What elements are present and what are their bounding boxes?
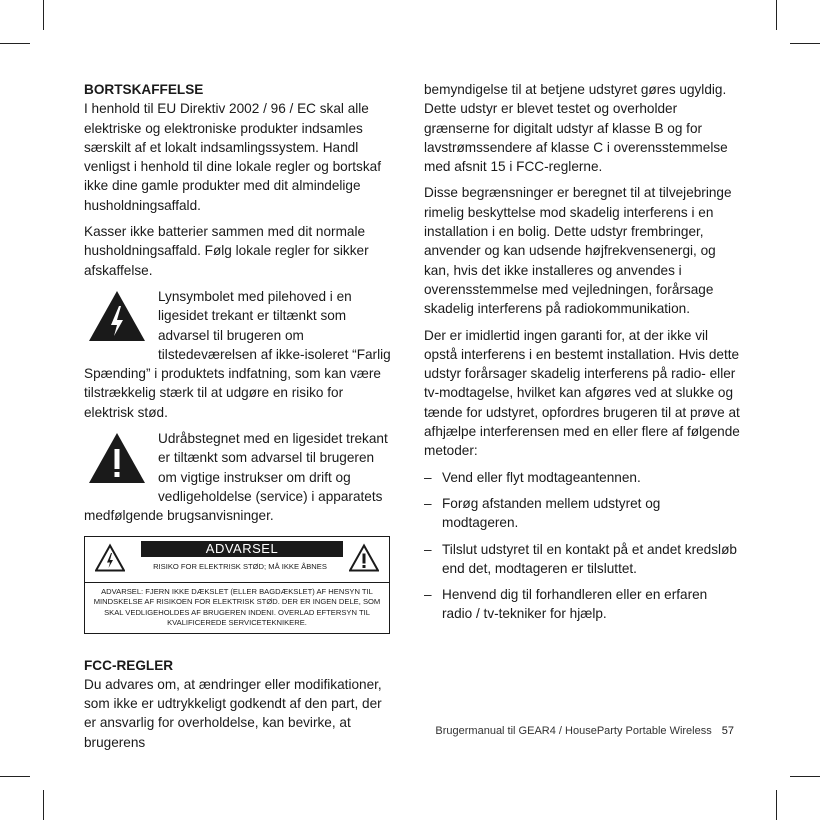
lightning-triangle-icon (95, 543, 125, 578)
crop-mark (776, 0, 777, 30)
lightning-text: Lynsymbolet med pilehoved i en ligesidet trekant er tiltænkt som advarsel til brugeren om tilstedeværelsen af ikke-isoleret “Farlig Spænding” i produktets indfatning, som kan være tilstrækkelig stærk til at udgøre en risiko for elektrisk stød. (84, 288, 391, 420)
left-column (84, 80, 396, 759)
exclamation-warning (84, 429, 396, 525)
lightning-warning (84, 287, 396, 422)
crop-mark (776, 790, 777, 820)
bullet-dash: – (424, 587, 432, 603)
crop-mark (43, 0, 44, 30)
list-item: – Vend eller flyt modtageantennen. (424, 468, 740, 487)
warning-label-header (85, 537, 389, 583)
warning-label (84, 536, 390, 634)
disposal-heading: BORTSKAFFELSE (84, 82, 204, 97)
bullet-dash: – (424, 469, 432, 485)
crop-mark (790, 43, 820, 44)
exclamation-text: Udråbstegnet med en ligesidet trekant er tiltænkt som advarsel til brugeren om vigtige instrukser om drift og vedligeholdelse (service) i apparatets medfølgende brugsanvisninger. (84, 431, 388, 524)
right-column (424, 80, 740, 631)
exclamation-triangle-icon (84, 429, 150, 487)
crop-mark (0, 43, 30, 44)
page-footer (435, 724, 734, 738)
fcc-paragraph-3: Der er imidlertid ingen garanti for, at der ikke vil opstå interferens i en bestemt installation. Hvis dette udstyr forårsager skadelig interferens på radio- eller tv-modtagelse, hvilket kan afgøres ved at slukke og tænde for udstyret, opfordres brugeren til at prøve at afhjælpe interferensen med en eller flere af følgende metoder: (424, 327, 740, 459)
list-item: – Henvend dig til forhandleren eller en erfaren radio / tv-tekniker for hjælp. (424, 587, 708, 622)
bullet-dash: – (424, 495, 432, 511)
page-number: 57 (721, 725, 734, 737)
list-item: – Tilslut udstyret til en kontakt på et andet kredsløb end det, modtageren er tilsluttet. (424, 541, 737, 576)
warning-label-subtitle: RISIKO FOR ELEKTRISK STØD; MÅ IKKE ÅBNES (153, 561, 327, 571)
warning-label-title: ADVARSEL (141, 541, 343, 557)
list-item: – Forøg afstanden mellem udstyret og modtageren. (424, 495, 661, 531)
fcc-paragraph-2: Disse begrænsninger er beregnet til at tilvejebringe rimelig beskyttelse mod skadelig interferens i en installation i en bolig. Dette udstyr frembringer, anvender og kan udsende højfrekvensenergi, og kan, hvis det ikke installeres og anvendes i overensstemmelse med vejledningen, forårsage skadelig interferens på radiokommunikation. (424, 185, 732, 317)
bullet-dash: – (424, 541, 432, 557)
exclamation-triangle-icon (349, 543, 379, 578)
fcc-section (84, 656, 396, 752)
crop-mark (0, 776, 30, 777)
fcc-text: Du advares om, at ændringer eller modifikationer, som ikke er udtrykkeligt godkendt af den part, der er ansvarlig for overholdelse, kan bevirke, at brugerens (84, 676, 382, 750)
footer-text: Brugermanual til GEAR4 / HouseParty Portable Wireless (435, 725, 712, 737)
crop-mark (43, 790, 44, 820)
disposal-text: I henhold til EU Direktiv 2002 / 96 / EC skal alle elektriske og elektroniske produkter indsamles særskilt af et lokalt indsamlingssystem. Handl venligst i henhold til dine lokale regler og bortskaf ikke dine gamle produkter med dit almindelige husholdningsaffald. (84, 101, 381, 213)
lightning-triangle-icon (84, 287, 150, 345)
disposal-section (84, 80, 396, 215)
battery-text: Kasser ikke batterier sammen med dit normale husholdningsaffald. Følg lokale regler for sikker afskaffelse. (84, 224, 369, 278)
crop-mark (790, 776, 820, 777)
remedy-list (424, 468, 740, 624)
warning-label-body: ADVARSEL: FJERN IKKE DÆKSLET (ELLER BAGDÆKSLET) AF HENSYN TIL MINDSKELSE AF RISIKOEN FOR ELEKTRISK STØD. DER ER INGEN DELE, SOM SKAL VEDLIGEHOLDES AF BRUGEREN INDENI. OVERLAD EFTERSYN TIL KVALIFICEREDE SERVICETEKNIKERE. (93, 586, 381, 628)
fcc-paragraph-1: bemyndigelse til at betjene udstyret gøres ugyldig. Dette udstyr er blevet testet og overholder grænserne for digitalt udstyr af klasse B og for lavstrømssendere af klasse C i overensstemmelse med afsnit 15 i FCC-reglerne. (424, 82, 728, 175)
fcc-heading: FCC-REGLER (84, 657, 174, 673)
